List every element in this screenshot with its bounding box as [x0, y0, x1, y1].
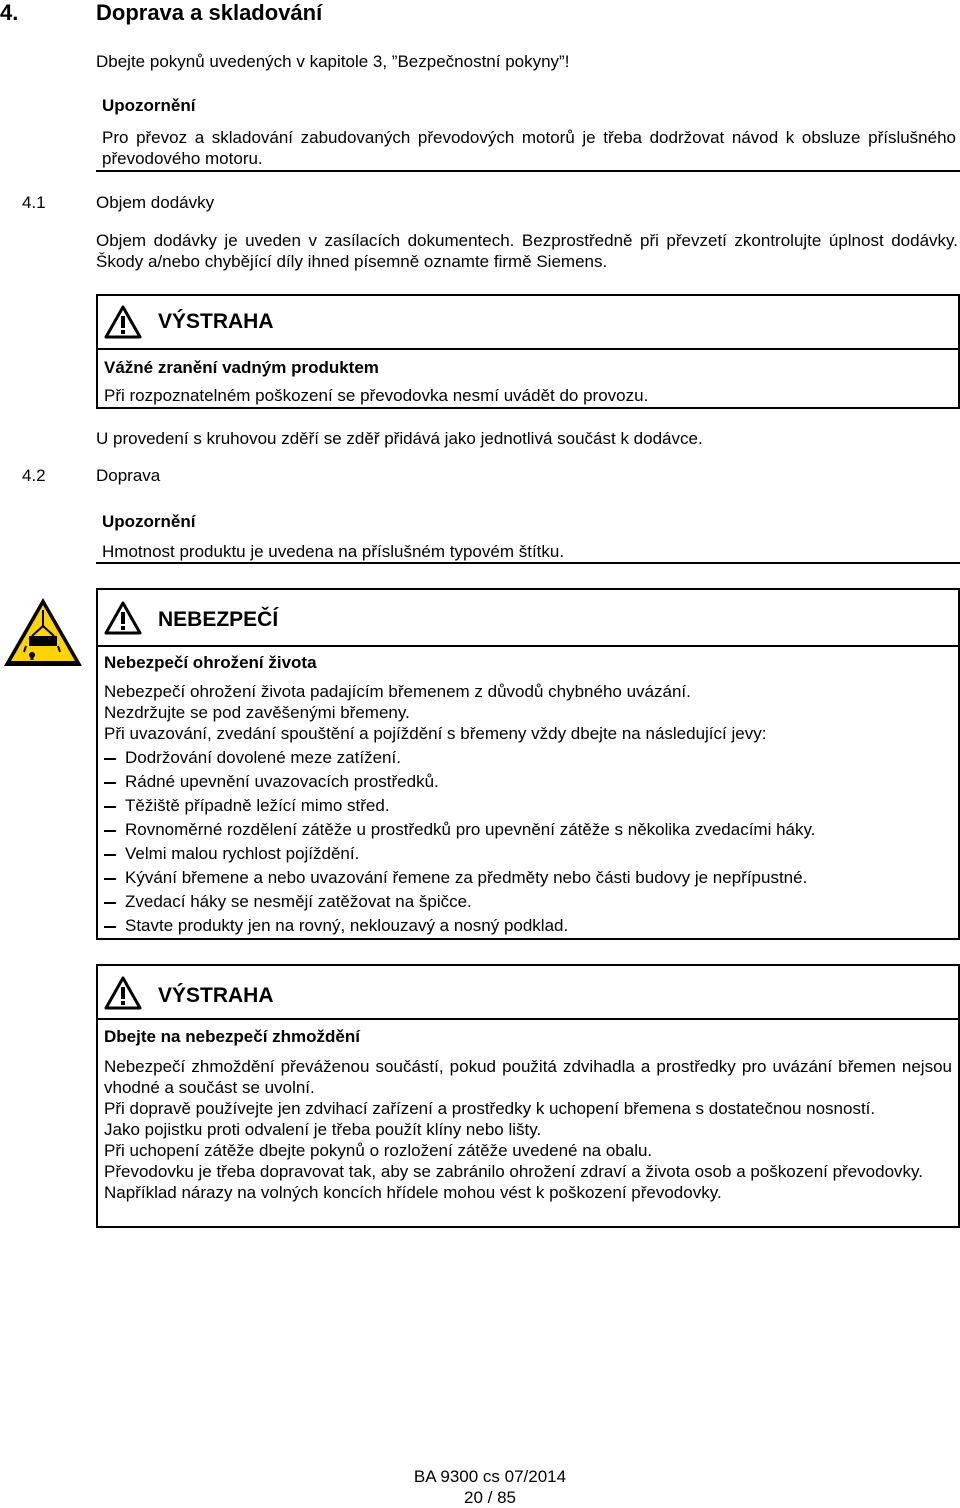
section-title: Objem dodávky [96, 193, 215, 212]
wall-note: U provedení s kruhovou zděří se zděř přidává jako jednotlivá součást k dodávce. [96, 429, 703, 448]
warning-subtitle: Vážné zranění vadným produktem [104, 358, 379, 377]
danger-subtitle: Nebezpečí ohrožení života [104, 653, 317, 672]
warning-body: Při rozpoznatelném poškození se převodovka nesmí uvádět do provozu. [104, 386, 649, 405]
list-item: Rádné upevnění uvazovacích prostředků. [104, 770, 952, 794]
chapter-number: 4. [0, 0, 19, 25]
warning-paragraph: Při uchopení zátěže dbejte pokynů o rozložení zátěže uvedené na obalu. [104, 1141, 653, 1160]
danger-list [104, 746, 952, 938]
list-item: Dodržování dovolené meze zatížení. [104, 746, 952, 770]
warning-triangle-icon [104, 976, 142, 1010]
footer-page-number: 20 / 85 [464, 1488, 516, 1507]
warning-paragraph: Například nárazy na volných koncích hřídele mohou vést k poškození převodovky. [104, 1183, 722, 1202]
list-item: Stavte produkty jen na rovný, neklouzavý a nosný podklad. [104, 914, 952, 938]
warning-triangle-icon [104, 305, 142, 339]
danger-title: NEBEZPEČÍ [158, 608, 279, 631]
list-item: Těžiště případně ležící mimo střed. [104, 794, 952, 818]
danger-line: Nezdržujte se pod zavěšenými břemeny. [104, 703, 410, 722]
danger-line: Nebezpečí ohrožení života padajícím břemenem z důvodů chybného uvázání. [104, 682, 691, 701]
danger-body [104, 681, 952, 938]
intro-text: Dbejte pokynů uvedených v kapitole 3, ”Bezpečnostní pokyny”! [96, 52, 570, 71]
list-item: Zvedací háky se nesmějí zatěžovat na špičce. [104, 890, 952, 914]
warning-title: VÝSTRAHA [158, 310, 274, 333]
note-body: Pro převoz a skladování zabudovaných převodových motorů je třeba dodržovat návod k obsluze příslušného převodového motoru. [102, 128, 956, 168]
section-paragraph: Objem dodávky je uveden v zasílacích dokumentech. Bezprostředně při převzetí zkontrolujte úplnost dodávky. Škody a/nebo chybějící díly ihned písemně oznamte firmě Siemens. [96, 231, 958, 271]
danger-line: Při uvazování, zvedání spouštění a pojíždění s břemeny vždy dbejte na následující jevy: [104, 724, 767, 743]
danger-box [96, 588, 960, 940]
section-number: 4.2 [22, 466, 46, 485]
warning-subtitle: Dbejte na nebezpečí zhmoždění [104, 1027, 360, 1046]
warning-paragraph: Nebezpečí zhmoždění převáženou součástí, pokud použitá zdvihadla a prostředky pro uvázání břemen nejsou vhodné a součást se uvolní. [104, 1057, 952, 1097]
note-heading: Upozornění [102, 96, 196, 115]
section-number: 4.1 [22, 193, 46, 212]
warning-paragraph: Jako pojistku proti odvalení je třeba použít klíny nebo lišty. [104, 1120, 542, 1139]
footer-doc-id: BA 9300 cs 07/2014 [413, 1467, 567, 1486]
list-item: Rovnoměrné rozdělení zátěže u prostředků pro upevnění zátěže s několika zvedacími háky. [104, 818, 952, 842]
note-box [96, 512, 960, 564]
suspended-load-hazard-icon [2, 596, 84, 668]
warning-triangle-icon [104, 601, 142, 635]
chapter-title: Doprava a skladování [96, 0, 323, 25]
warning-paragraph: Převodovku je třeba dopravovat tak, aby se zabránilo ohrožení zdraví a života osob a poškození převodovky. [104, 1162, 923, 1181]
list-item: Velmi malou rychlost pojíždění. [104, 842, 952, 866]
warning-box [96, 964, 960, 1228]
warning-paragraph: Při dopravě používejte jen zdvihací zařízení a prostředky k uchopení břemena s dostatečnou nosností. [104, 1099, 876, 1118]
warning-title: VÝSTRAHA [158, 984, 274, 1007]
warning-body [104, 1056, 952, 1203]
warning-box [96, 294, 960, 409]
note-body: Hmotnost produktu je uvedena na příslušném typovém štítku. [102, 542, 565, 561]
note-box [96, 96, 960, 172]
section-title: Doprava [96, 466, 161, 485]
list-item: Kývání břemene a nebo uvazování řemene za předměty nebo části budovy je nepřípustné. [104, 866, 952, 890]
note-heading: Upozornění [102, 512, 196, 531]
